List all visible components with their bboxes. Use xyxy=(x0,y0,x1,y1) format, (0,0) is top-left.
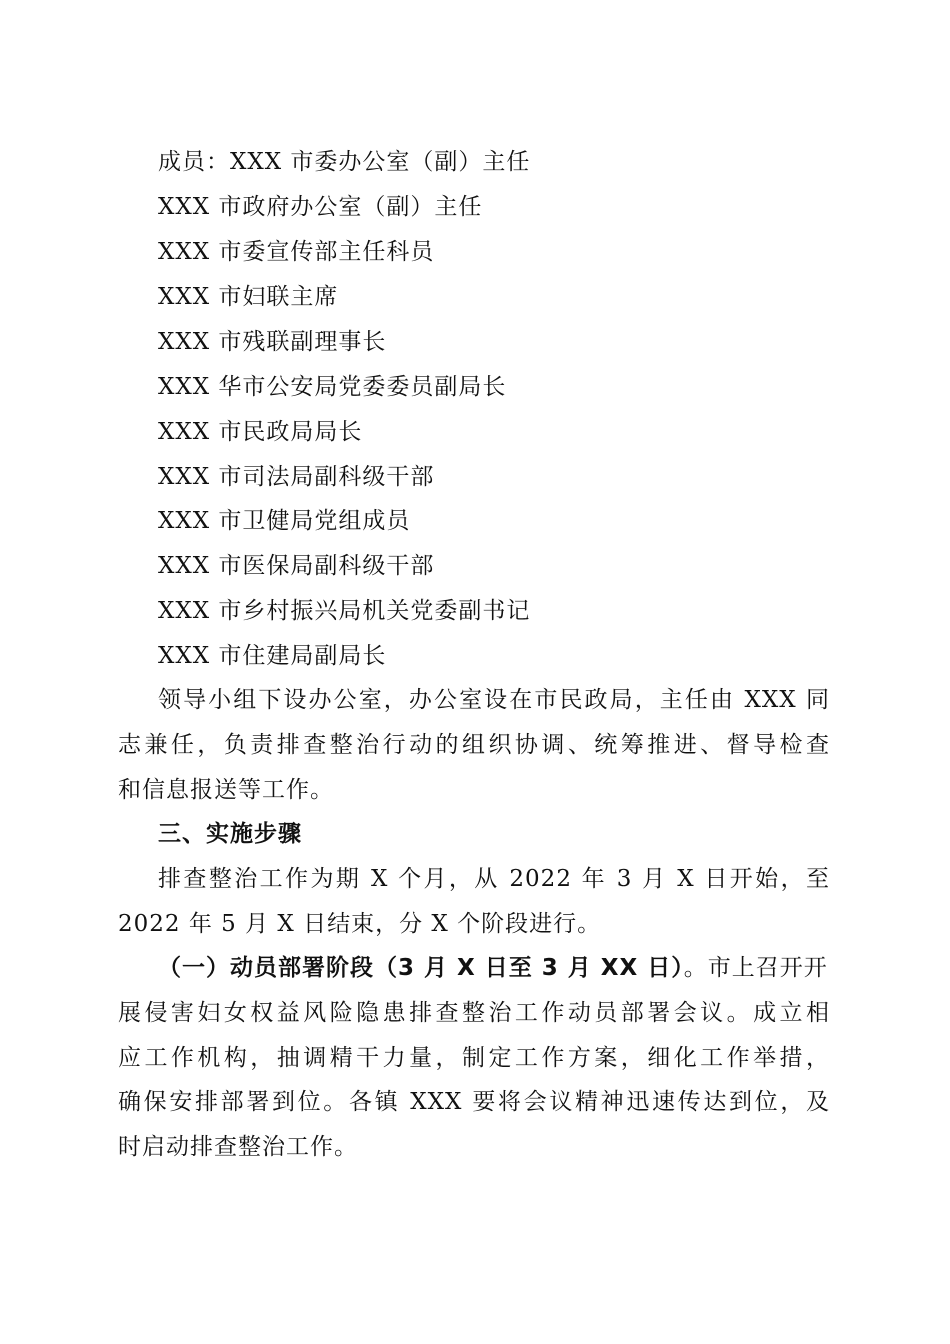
member-line-2: XXX 市政府办公室（副）主任 xyxy=(158,194,483,220)
member-line-12: XXX 市住建局副局长 xyxy=(158,643,387,669)
phase-one-line-1 xyxy=(158,952,830,984)
schedule-paragraph-line-1: 排查整治工作为期 X 个月，从 2022 年 3 月 X 日开始，至 xyxy=(158,866,830,892)
member-line-10: XXX 市医保局副科级干部 xyxy=(158,553,435,579)
member-line-6: XXX 华市公安局党委委员副局长 xyxy=(158,374,507,400)
phase-one-line-3: 应工作机构，抽调精干力量，制定工作方案，细化工作举措， xyxy=(118,1045,830,1071)
member-line-1: 成员：XXX 市委办公室（副）主任 xyxy=(158,149,531,175)
member-line-7: XXX 市民政局局长 xyxy=(158,419,363,445)
member-line-9: XXX 市卫健局党组成员 xyxy=(158,508,411,534)
phase-one-heading: （一）动员部署阶段（3 月 X 日至 3 月 XX 日） xyxy=(158,955,684,981)
member-line-3: XXX 市委宣传部主任科员 xyxy=(158,239,435,265)
office-paragraph-line-3: 和信息报送等工作。 xyxy=(118,777,334,803)
schedule-paragraph-line-2: 2022 年 5 月 X 日结束，分 X 个阶段进行。 xyxy=(118,911,602,937)
member-line-11: XXX 市乡村振兴局机关党委副书记 xyxy=(158,598,531,624)
phase-one-text-start: 。市上召开开 xyxy=(683,955,828,981)
phase-one-line-5: 时启动排查整治工作。 xyxy=(118,1134,358,1160)
member-line-4: XXX 市妇联主席 xyxy=(158,284,339,310)
phase-one-line-4: 确保安排部署到位。各镇 XXX 要将会议精神迅速传达到位，及 xyxy=(118,1089,830,1115)
phase-one-line-2: 展侵害妇女权益风险隐患排查整治工作动员部署会议。成立相 xyxy=(118,1000,830,1026)
section-heading: 三、实施步骤 xyxy=(158,821,302,847)
office-paragraph-line-1: 领导小组下设办公室，办公室设在市民政局，主任由 XXX 同 xyxy=(158,687,830,713)
office-paragraph-line-2: 志兼任，负责排查整治行动的组织协调、统筹推进、督导检查 xyxy=(118,732,830,758)
member-line-5: XXX 市残联副理事长 xyxy=(158,329,387,355)
member-line-8: XXX 市司法局副科级干部 xyxy=(158,464,435,490)
